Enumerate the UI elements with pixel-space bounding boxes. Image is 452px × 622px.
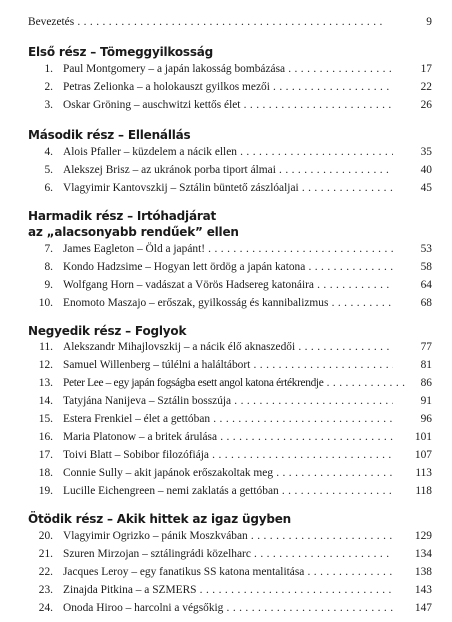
toc-entry-title: Wolfgang Horn – vadászat a Vörös Hadsereg katonáira . . .	[63, 276, 393, 294]
toc-entry-number: 1.	[44, 63, 53, 75]
toc-page-number: 45	[420, 182, 432, 194]
toc-entry-title: Alekszej Brisz – az ukránok porba tiport álmai . . .	[63, 161, 393, 179]
toc-entry-number: 4.	[44, 146, 53, 158]
toc-entry-number: 14.	[38, 395, 53, 407]
toc-entry-number: 7.	[44, 243, 53, 255]
toc-entry	[0, 446, 452, 464]
toc-entry-title: Lucille Eichengreen – nemi zaklatás a gettóban . . .	[63, 482, 393, 500]
toc-page-number: 107	[414, 449, 432, 461]
toc-entry-number: 16.	[38, 431, 53, 443]
toc-entry	[0, 599, 452, 617]
toc-entry	[0, 294, 452, 312]
toc-entry	[0, 563, 452, 581]
toc-entry	[0, 428, 452, 446]
toc-entry	[0, 392, 452, 410]
toc-entry-title: Peter Lee – egy japán fogságba esett angol katona értékrendje . . .	[63, 374, 408, 392]
part-heading: Ötödik rész – Akik hittek az igaz ügyben	[28, 512, 291, 526]
toc-entry	[0, 143, 452, 161]
toc-entry-title: Kondo Hadzsime – Hogyan lett ördög a japán katona . . .	[63, 258, 393, 276]
toc-page-number: 134	[414, 548, 432, 560]
toc-page-number: 138	[414, 566, 432, 578]
toc-entry-title: Onoda Hiroo – harcolni a végsőkig . . .	[63, 599, 393, 617]
toc-entry	[0, 545, 452, 563]
toc-entry	[0, 356, 452, 374]
toc-entry-title: Vlagyimir Kantovszkij – Sztálin büntető zászlóaljai . . .	[63, 179, 393, 197]
toc-entry	[0, 96, 452, 114]
part-heading: Harmadik rész – Irtóhadjárat	[28, 209, 217, 223]
toc-entry	[0, 258, 452, 276]
toc-entry-number: 21.	[38, 548, 53, 560]
toc-entry-title: James Eagleton – Öld a japánt! . . .	[63, 240, 393, 258]
toc-page-number: 86	[420, 377, 432, 389]
toc-entry-title: Estera Frenkiel – élet a gettóban . . .	[63, 410, 393, 428]
toc-entry-number: 9.	[44, 279, 53, 291]
toc-entry-title: Alekszandr Mihajlovszkij – a nácik élő aknaszedői . . .	[63, 338, 393, 356]
toc-entry-title: Jacques Leroy – egy fanatikus SS katona mentalitása . . .	[63, 563, 393, 581]
toc-page-number: 143	[414, 584, 432, 596]
toc-page-number: 53	[420, 243, 432, 255]
toc-entry-title: Petras Zelionka – a holokauszt gyilkos mezői . . .	[63, 78, 393, 96]
toc-entry-number: 19.	[38, 485, 53, 497]
toc-entry-title: Bevezetés . . .	[28, 13, 383, 31]
toc-entry	[0, 482, 452, 500]
toc-entry-title: Szuren Mirzojan – sztálingrádi közelharc . . .	[63, 545, 393, 563]
toc-entry-number: 5.	[44, 164, 53, 176]
toc-entry-title: Paul Montgomery – a japán lakosság bombázása . . .	[63, 60, 393, 78]
toc-page-number: 113	[415, 467, 432, 479]
part-heading: Negyedik rész – Foglyok	[28, 324, 187, 338]
toc-page-number: 40	[420, 164, 432, 176]
toc-page-number: 129	[414, 530, 432, 542]
toc-page-number: 147	[414, 602, 432, 614]
toc-entry-number: 10.	[38, 297, 53, 309]
toc-page-number: 101	[414, 431, 432, 443]
toc-entry-number: 8.	[44, 261, 53, 273]
toc-page-number: 68	[420, 297, 432, 309]
toc-entry	[0, 179, 452, 197]
toc-entry-title: Zinajda Pitkina – a SZMERS . . .	[63, 581, 393, 599]
toc-entry	[0, 410, 452, 428]
toc-entry-number: 13.	[38, 377, 53, 389]
toc-entry	[0, 276, 452, 294]
toc-entry-number: 18.	[38, 467, 53, 479]
toc-entry-number: 20.	[38, 530, 53, 542]
toc-page-number: 96	[420, 413, 432, 425]
toc-entry-number: 3.	[44, 99, 53, 111]
toc-entry	[0, 161, 452, 179]
toc-entry-title: Maria Platonow – a britek árulása . . .	[63, 428, 393, 446]
toc-entry-title: Alois Pfaller – küzdelem a nácik ellen . . .	[63, 143, 393, 161]
toc-page-number: 91	[420, 395, 432, 407]
toc-entry-title: Oskar Gröning – auschwitzi kettős élet . . .	[63, 96, 393, 114]
toc-page-number: 81	[420, 359, 432, 371]
toc-entry-title: Toivi Blatt – Sobibor filozófiája . . .	[63, 446, 393, 464]
toc-entry-number: 17.	[38, 449, 53, 461]
toc-entry-number: 22.	[38, 566, 53, 578]
part-heading: Második rész – Ellenállás	[28, 128, 191, 142]
toc-page-number: 118	[415, 485, 432, 497]
toc-page-number: 9	[426, 16, 432, 28]
toc-page-number: 17	[420, 63, 432, 75]
toc-entry-number: 24.	[38, 602, 53, 614]
toc-entry-number: 15.	[38, 413, 53, 425]
toc-entry-title: Tatyjána Nanijeva – Sztálin bosszúja . . .	[63, 392, 393, 410]
toc-page-number: 35	[420, 146, 432, 158]
toc-page-number: 26	[420, 99, 432, 111]
toc-entry-number: 12.	[38, 359, 53, 371]
toc-entry	[0, 464, 452, 482]
toc-entry	[0, 338, 452, 356]
toc-entry	[0, 60, 452, 78]
toc-entry-title: Enomoto Maszajo – erőszak, gyilkosság és kannibalizmus . . .	[63, 294, 393, 312]
toc-page-number: 58	[420, 261, 432, 273]
toc-entry-number: 2.	[44, 81, 53, 93]
toc-page-number: 22	[420, 81, 432, 93]
toc-entry	[0, 374, 452, 392]
toc-page-number: 64	[420, 279, 432, 291]
toc-page-number: 77	[420, 341, 432, 353]
toc-entry-title: Connie Sully – akit japánok erőszakoltak meg . . .	[63, 464, 393, 482]
toc-entry-title: Samuel Willenberg – túlélni a haláltábort . . .	[63, 356, 393, 374]
toc-entry	[0, 527, 452, 545]
toc-intro	[0, 13, 452, 31]
toc-entry-title: Vlagyimir Ogrizko – pánik Moszkvában . . .	[63, 527, 393, 545]
toc-entry	[0, 78, 452, 96]
toc-entry-number: 23.	[38, 584, 53, 596]
part-heading: Első rész – Tömeggyilkosság	[28, 45, 214, 59]
part-heading-continued: az „alacsonyabb rendűek” ellen	[28, 225, 239, 239]
toc-entry-number: 6.	[44, 182, 53, 194]
toc-entry-number: 11.	[39, 341, 53, 353]
toc-entry	[0, 581, 452, 599]
toc-entry	[0, 240, 452, 258]
